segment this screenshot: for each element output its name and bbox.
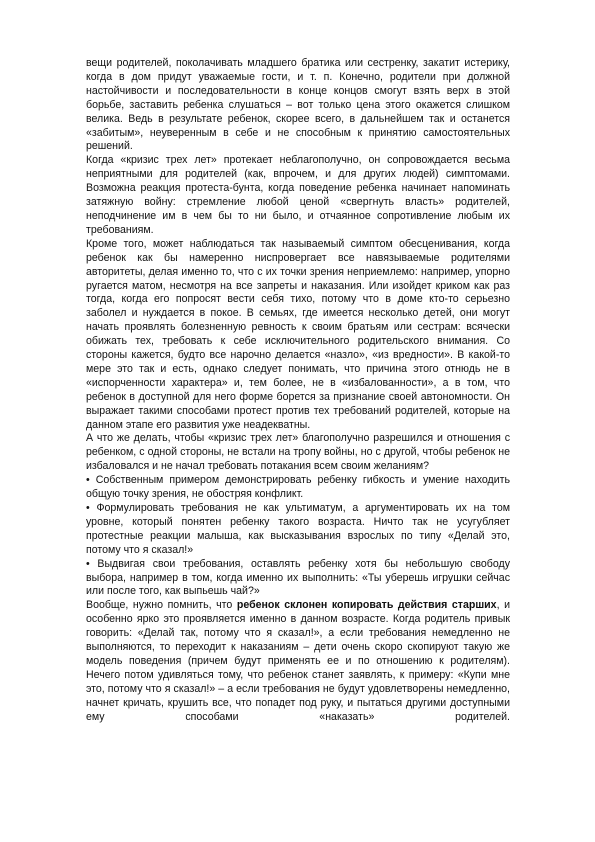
paragraph-copying-elders — [86, 599, 510, 724]
paragraph-copying-bold-phrase: ребенок склонен копировать действия старших — [236, 599, 497, 612]
paragraph-parent-behavior: вещи родителей, поколачивать младшего братика или сестренку, закатит истерику, когда в дом придут уважаемые гости, и т. п. Конечно, родители при должной настойчивости и последовательности в конце концов смогут взять верх в этой борьбе, заставить ребенка слушаться – вот только цена этого окажется слишком велика. Ведь в результате ребенок, скорее всего, в дальнейшем так и останется «забитым», неуверенным в себе и не способным к принятию самостоятельных решений. — [86, 57, 510, 153]
document-page — [86, 57, 510, 725]
paragraph-what-to-do: А что же делать, чтобы «кризис трех лет» благополучно разрешился и отношения с ребенком, с одной стороны, не встали на тропу войны, но с другой, чтобы ребенок не избаловался и не начал требовать потакания всем своим желаниям? — [86, 432, 510, 473]
bullet-formulate-requirements: • Формулировать требования не как ультиматум, а аргументировать их на том уровне, который понятен ребенку такого возраста. Ничто так не усугубляет протестные реакции малыша, как высказывания взрослых по типу «Делай это, потому что я сказал!» — [86, 502, 510, 556]
paragraph-copying-rest: , и особенно ярко это проявляется именно в данном возрасте. Когда родитель привык говорить: «Делай так, потому что я сказал!», а если требования немедленно не выполняются, то переходит к наказаниям – дети очень скоро скопируют такую же модель поведения (причем будут применять ее и по отношению к родителям). Нечего потом удивляться тому, что ребенок станет заявлять, к примеру: «Купи мне это, потому что я сказал!» – а если требования не будут удовлетворены немедленно, начнет кричать, крушить все, что попадет под руку, и пытаться другими доступными ему способами «наказать» родителей. — [86, 599, 510, 723]
bullet-freedom-of-choice: • Выдвигая свои требования, оставлять ребенку хотя бы небольшую свободу выбора, например в том, когда именно их выполнить: «Ты уберешь игрушки сейчас или после того, как выпьешь чай?» — [86, 557, 510, 598]
paragraph-copying-intro: Вообще, нужно помнить, что — [86, 599, 237, 612]
paragraph-crisis-symptoms: Когда «кризис трех лет» протекает неблагополучно, он сопровождается весьма неприятными для родителей (как, впрочем, и для других людей) симптомами. Возможна реакция протеста-бунта, когда поведение ребенка начинает напоминать затяжную войну: стремление любой ценой «свергнуть власть» родителей, неподчинение им в чем бы то ни было, и отчаянное сопротивление любым их требованиям. — [86, 154, 510, 236]
bullet-own-example: • Собственным примером демонстрировать ребенку гибкость и умение находить общую точку зрения, не обостряя конфликт. — [86, 474, 510, 501]
paragraph-devaluation-symptom: Кроме того, может наблюдаться так называемый симптом обесценивания, когда ребенок как бы намеренно ниспровергает все навязываемые родителями авторитеты, делая именно то, что с их точки зрения неприемлемо: например, упорно ругается матом, несмотря на все запреты и наказания. Или изойдет криком как раз тогда, когда его попросят вести себя тихо, потому что в доме кто-то серьезно заболел и нуждается в покое. В семьях, где имеется несколько детей, они могут начать проявлять болезненную ревность к своим братьям или сестрам: всячески обижать тех, требовать к себе исключительного родительского внимания. Со стороны кажется, будто все нарочно делается «назло», «из вредности». В какой-то мере это так и есть, однако следует понимать, что причина этого отнюдь не в «испорченности характера» и, тем более, не в «избалованности», а в том, что ребенок в доступной для него форме борется за признание своей автономности. Он выражает такими способами протест против тех требований родителей, которые на данном этапе его развития уже неадекватны. — [86, 237, 510, 431]
